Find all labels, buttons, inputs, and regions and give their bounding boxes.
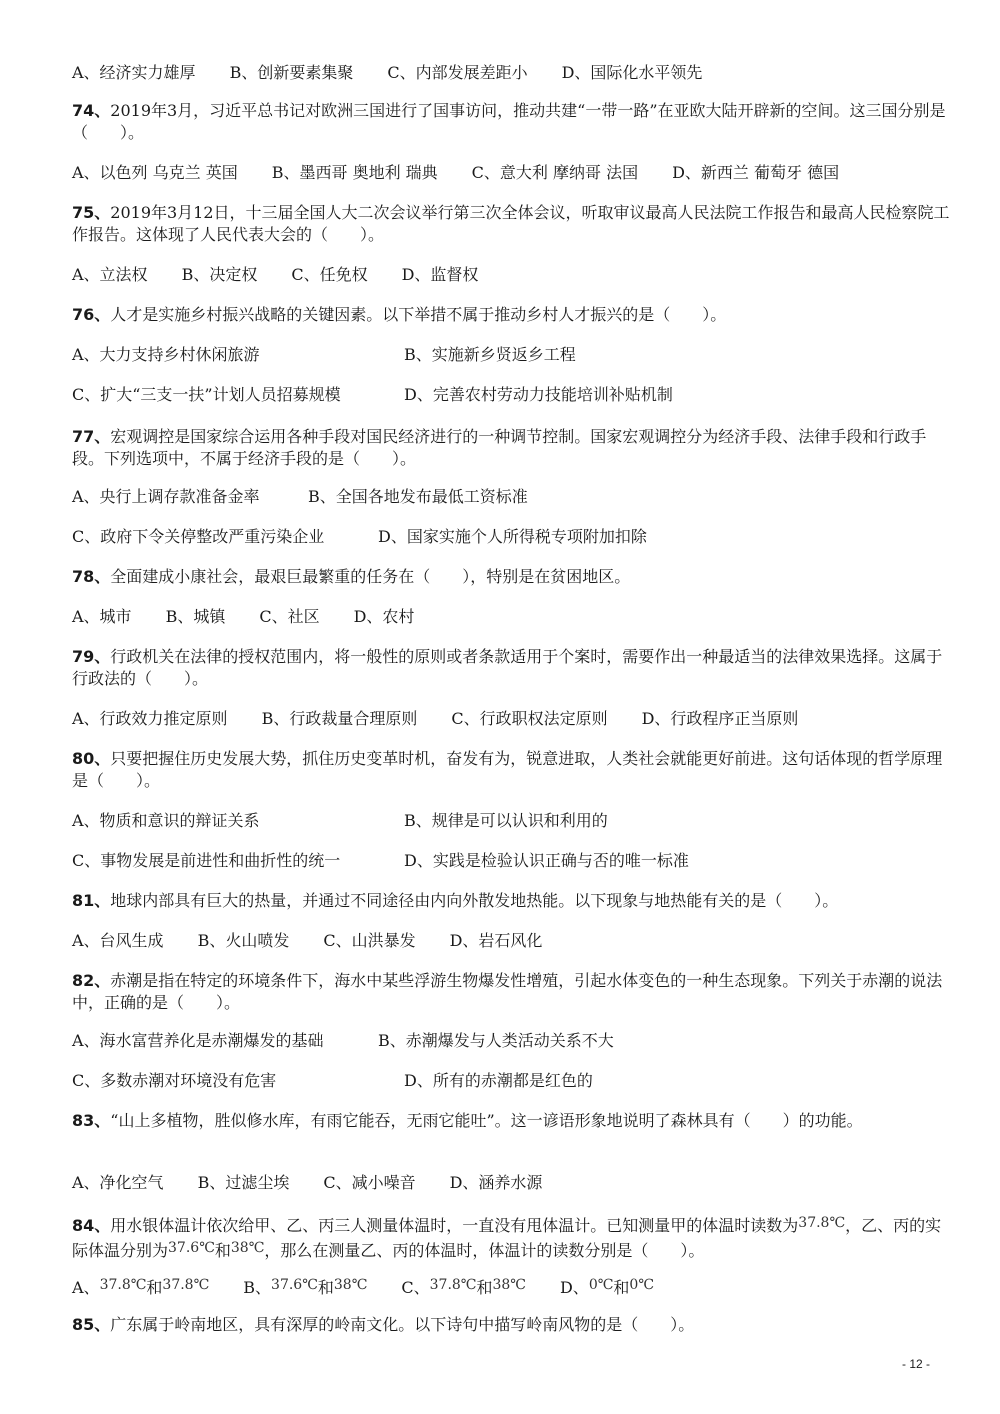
temperature-value: 37.8℃: [162, 1277, 210, 1293]
option-c: C、社区: [259, 607, 320, 626]
question-77-options-row2: [72, 526, 647, 548]
temperature-value: 38℃: [492, 1277, 526, 1293]
question-75-options: [72, 264, 512, 286]
question-81-options: [72, 930, 576, 952]
option-a: A、行政效力推定原则: [72, 709, 228, 728]
question-82-options-row1: [72, 1030, 614, 1052]
question-83: [72, 1110, 952, 1132]
option-d: D、完善农村劳动力技能培训补贴机制: [404, 385, 673, 404]
question-number: 85、: [72, 1315, 111, 1334]
option-a: A、净化空气: [72, 1173, 164, 1192]
temperature-value: 37.8℃: [429, 1277, 477, 1293]
question-text-part: ，那么在测量乙、丙的体温时，体温计的读数分别是（ ）。: [264, 1241, 705, 1260]
question-text: 2019年3月12日，十三届全国人大二次会议举行第三次全体会议，听取审议最高人民法院工作报告和最高人民检察院工作报告。这体现了人民代表大会的（ ）。: [72, 203, 950, 244]
option-a: A、海水富营养化是赤潮爆发的基础: [72, 1031, 324, 1050]
option-d: D、农村: [353, 607, 415, 626]
question-text-part: ，乙、丙的实际体温分别为: [72, 1216, 942, 1260]
option-b: B、决定权: [181, 265, 258, 284]
question-74: [72, 100, 952, 144]
option-a: A、央行上调存款准备金率: [72, 487, 260, 506]
option-d: D、国家实施个人所得税专项附加扣除: [378, 527, 647, 546]
option-c: C、政府下令关停整改严重污染企业: [72, 527, 325, 546]
option-b: B、规律是可以认识和利用的: [404, 811, 608, 830]
question-85: [72, 1314, 952, 1336]
question-76-options-row2: [72, 384, 673, 406]
question-84-options: [72, 1274, 654, 1299]
option-a: A、以色列 乌克兰 英国: [72, 163, 238, 182]
option-c: C、事物发展是前进性和曲折性的统一: [72, 851, 341, 870]
option-b: B、全国各地发布最低工资标准: [308, 487, 528, 506]
option-letter: C、: [401, 1278, 430, 1297]
question-text: 2019年3月，习近平总书记对欧洲三国进行了国事访问，推动共建“一带一路”在亚欧大陆开辟新的空间。这三国分别是（ ）。: [72, 101, 946, 142]
temperature-value: 37.6℃: [271, 1277, 318, 1293]
question-84: [72, 1212, 952, 1262]
question-76: [72, 304, 952, 326]
option-d: D、岩石风化: [449, 931, 543, 950]
option-d: D、新西兰 葡萄牙 德国: [672, 163, 840, 182]
question-76-options-row1: [72, 344, 576, 366]
question-79-options: [72, 708, 832, 730]
option-c: C、减小噪音: [323, 1173, 416, 1192]
conjunction: 和: [214, 1241, 231, 1260]
option-letter: B、: [243, 1278, 272, 1297]
option-b: B、城镇: [165, 607, 226, 626]
question-text-part: 用水银体温计依次给甲、乙、丙三人测量体温时，一直没有甩体温计。已知测量甲的体温时读数为: [110, 1216, 799, 1235]
question-text: 全面建成小康社会，最艰巨最繁重的任务在（ ），特别是在贫困地区。: [110, 567, 631, 586]
question-79: [72, 646, 952, 690]
option-b: B、赤潮爆发与人类活动关系不大: [378, 1031, 614, 1050]
question-text: 行政机关在法律的授权范围内，将一般性的原则或者条款适用于个案时，需要作出一种最适当的法律效果选择。这属于行政法的（ ）。: [72, 647, 943, 688]
question-number: 81、: [72, 891, 111, 910]
conjunction: 和: [317, 1278, 334, 1297]
question-80-options-row1: [72, 810, 608, 832]
option-d: [560, 1274, 654, 1299]
temperature-value: 0℃: [588, 1277, 614, 1293]
question-number: 78、: [72, 567, 111, 586]
question-77-options-row1: [72, 486, 528, 508]
option-letter: A、: [72, 1278, 100, 1297]
question-text: “山上多植物，胜似修水库，有雨它能吞，无雨它能吐”。这一谚语形象地说明了森林具有（ ）的功能。: [110, 1111, 863, 1130]
option-a: [72, 1274, 209, 1299]
option-b: B、实施新乡贤返乡工程: [404, 345, 576, 364]
temperature-value: 0℃: [629, 1277, 654, 1293]
option-c: [401, 1274, 526, 1299]
option-b: [243, 1274, 367, 1299]
question-number: 83、: [72, 1111, 111, 1130]
question-text: 广东属于岭南地区，具有深厚的岭南文化。以下诗句中描写岭南风物的是（ ）。: [110, 1315, 695, 1334]
option-a: A、台风生成: [72, 931, 164, 950]
question-text: 地球内部具有巨大的热量，并通过不同途径由内向外散发地热能。以下现象与地热能有关的是（ ）。: [110, 891, 839, 910]
question-82-options-row2: [72, 1070, 593, 1092]
question-77: [72, 426, 952, 470]
option-d: D、监督权: [401, 265, 479, 284]
question-number: 84、: [72, 1216, 111, 1235]
question-number: 76、: [72, 305, 111, 324]
question-80: [72, 748, 952, 792]
option-a: A、城市: [72, 607, 132, 626]
page-number: - 12 -: [901, 1357, 930, 1371]
lead-options: [72, 62, 736, 84]
option-c: C、多数赤潮对环境没有危害: [72, 1071, 277, 1090]
option-d: D、国际化水平领先: [561, 63, 703, 82]
temperature-value: 38℃: [230, 1240, 265, 1256]
question-74-options: [72, 162, 873, 184]
option-a: A、经济实力雄厚: [72, 63, 196, 82]
question-text: 只要把握住历史发展大势，抓住历史变革时机，奋发有为，锐意进取，人类社会就能更好前进。这句话体现的哲学原理是（ ）。: [72, 749, 943, 790]
question-number: 75、: [72, 203, 111, 222]
question-81: [72, 890, 952, 912]
question-number: 77、: [72, 427, 111, 446]
option-c: C、任免权: [291, 265, 368, 284]
option-a: A、大力支持乡村休闲旅游: [72, 345, 260, 364]
option-c: C、行政职权法定原则: [451, 709, 608, 728]
temperature-value: 38℃: [333, 1277, 368, 1293]
option-b: B、行政裁量合理原则: [261, 709, 418, 728]
option-c: C、内部发展差距小: [387, 63, 528, 82]
option-d: D、涵养水源: [449, 1173, 543, 1192]
option-b: B、创新要素集聚: [229, 63, 354, 82]
option-c: C、山洪暴发: [323, 931, 416, 950]
option-b: B、墨西哥 奥地利 瑞典: [271, 163, 438, 182]
option-d: D、实践是检验认识正确与否的唯一标准: [404, 851, 689, 870]
question-82: [72, 970, 952, 1014]
option-c: C、意大利 摩纳哥 法国: [471, 163, 639, 182]
question-80-options-row2: [72, 850, 689, 872]
option-d: D、所有的赤潮都是红色的: [404, 1071, 593, 1090]
question-78: [72, 566, 952, 588]
question-83-options: [72, 1172, 576, 1194]
question-text: 人才是实施乡村振兴战略的关键因素。以下举措不属于推动乡村人才振兴的是（ ）。: [110, 305, 727, 324]
option-a: A、立法权: [72, 265, 148, 284]
question-text: 宏观调控是国家综合运用各种手段对国民经济进行的一种调节控制。国家宏观调控分为经济手段、法律手段和行政手段。下列选项中，不属于经济手段的是（ ）。: [72, 427, 927, 468]
temperature-value: 37.8℃: [798, 1215, 846, 1231]
temperature-value: 37.8℃: [99, 1277, 147, 1293]
option-b: B、火山喷发: [197, 931, 290, 950]
question-number: 82、: [72, 971, 111, 990]
question-text: 赤潮是指在特定的环境条件下，海水中某些浮游生物爆发性增殖，引起水体变色的一种生态现象。下列关于赤潮的说法中，正确的是（ ）。: [72, 971, 943, 1012]
conjunction: 和: [146, 1278, 163, 1297]
option-a: A、物质和意识的辩证关系: [72, 811, 260, 830]
option-d: D、行政程序正当原则: [641, 709, 799, 728]
option-c: C、扩大“三支一扶”计划人员招募规模: [72, 385, 341, 404]
conjunction: 和: [613, 1278, 630, 1297]
temperature-value: 37.6℃: [168, 1240, 215, 1256]
question-number: 80、: [72, 749, 111, 768]
conjunction: 和: [476, 1278, 493, 1297]
question-number: 74、: [72, 101, 111, 120]
question-number: 79、: [72, 647, 111, 666]
option-b: B、过滤尘埃: [197, 1173, 290, 1192]
question-78-options: [72, 606, 448, 628]
option-letter: D、: [559, 1278, 589, 1297]
question-75: [72, 202, 952, 246]
